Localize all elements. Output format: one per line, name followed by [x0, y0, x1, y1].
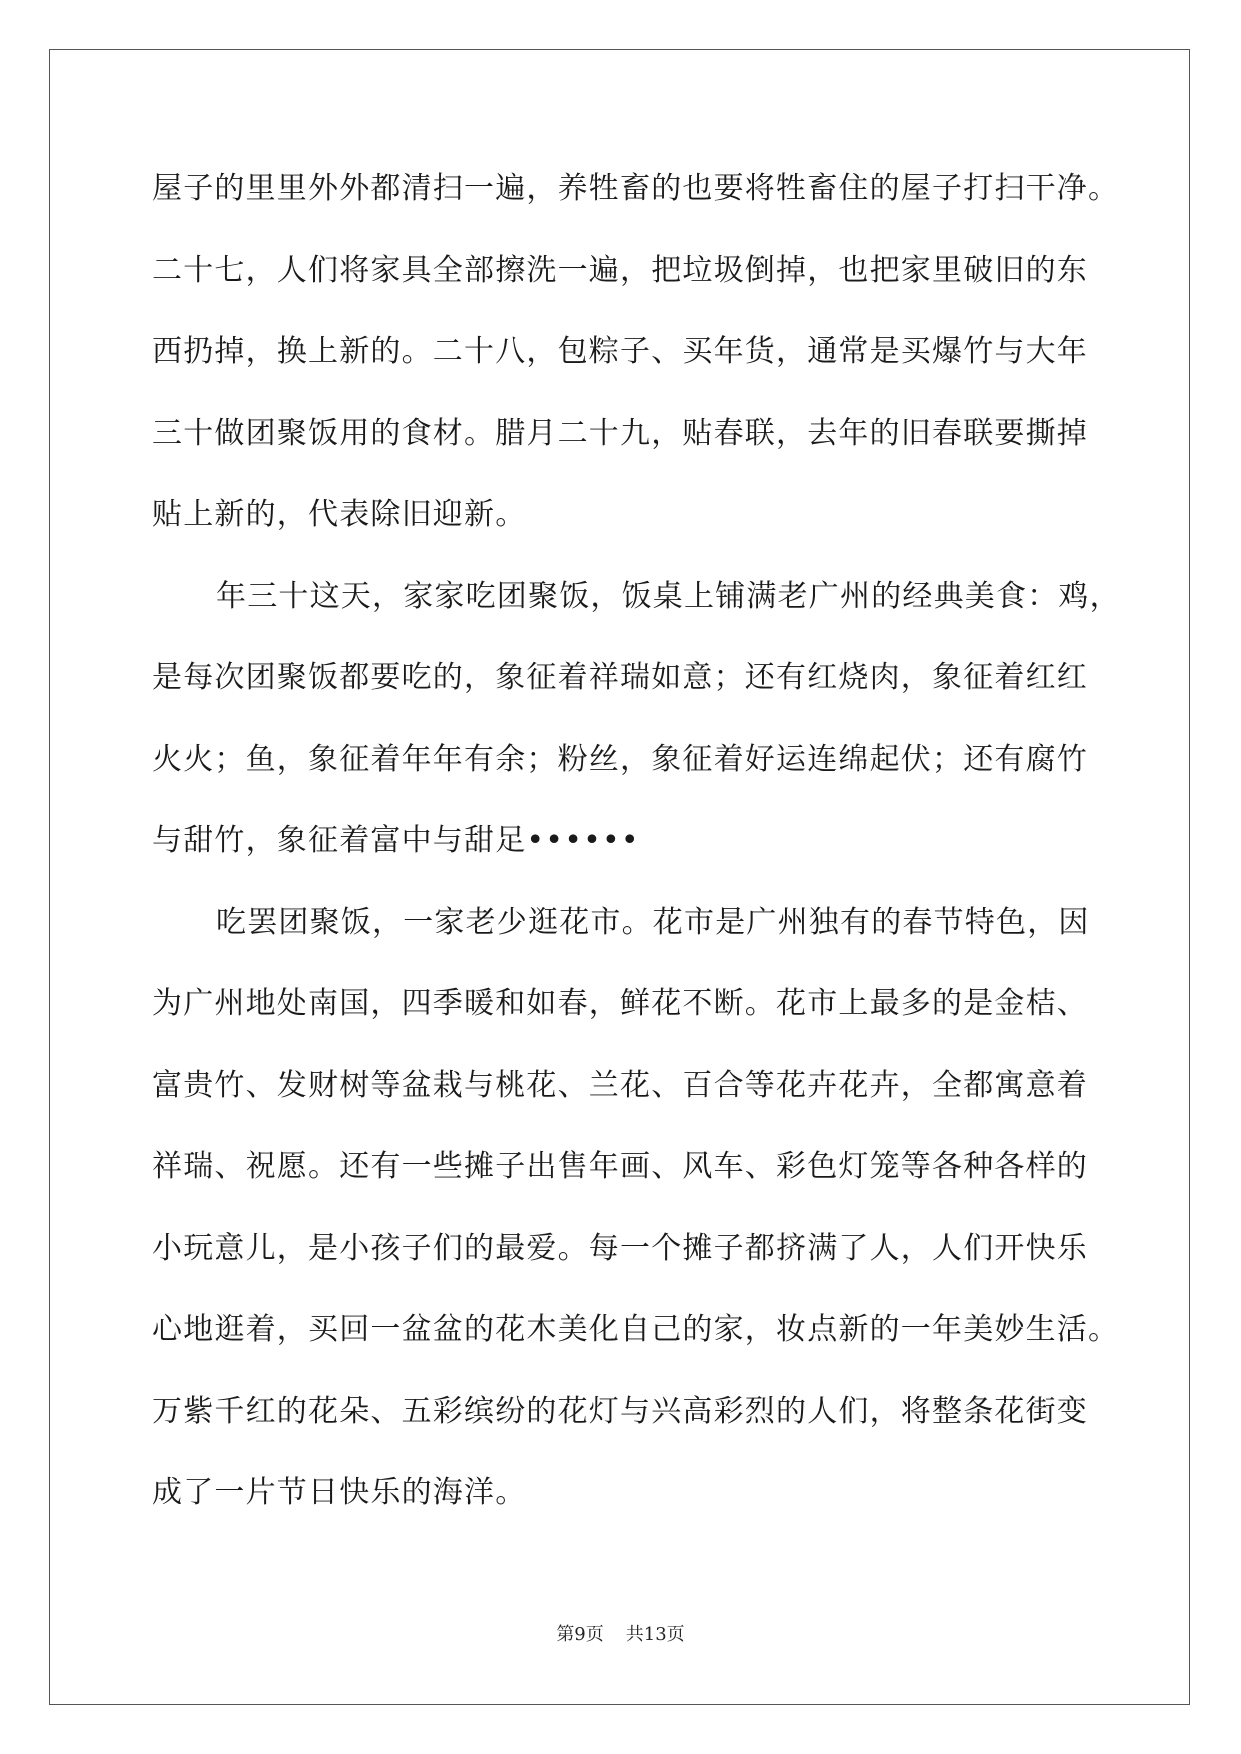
page-total: 共13页: [625, 1624, 685, 1645]
text-line: 贴上新的，代表除旧迎新。: [152, 497, 527, 532]
text-line-indented: [152, 882, 1092, 964]
document-body: [152, 148, 1121, 1534]
paragraph-1: [152, 148, 1120, 556]
text-line: 成了一片节日快乐的海洋。: [152, 1475, 527, 1510]
text-line: 二十七，人们将家具全部擦洗一遍，把垃圾倒掉，也把家里破旧的东: [152, 252, 1088, 288]
paragraph-2: [152, 556, 1121, 882]
text-line: 三十做团聚饭用的食材。腊月二十九，贴春联，去年的旧春联要撕掉: [152, 415, 1088, 451]
text-line: 富贵竹、发财树等盆栽与桃花、兰花、百合等花卉花卉，全都寓意着: [152, 1067, 1088, 1103]
text-line: 为广州地处南国，四季暖和如春，鲜花不断。花市上最多的是金桔、: [152, 986, 1088, 1021]
text-line: 火火；鱼，象征着年年有余；粉丝，象征着好运连绵起伏；还有腐竹: [152, 741, 1088, 777]
page-footer: [0, 1620, 1241, 1646]
text-line: 万紫千红的花朵、五彩缤纷的花灯与兴高彩烈的人们，将整条花街变: [152, 1393, 1088, 1429]
text-line: 小玩意儿，是小孩子们的最爱。每一个摊子都挤满了人，人们开快乐: [152, 1230, 1088, 1266]
text-line: 屋子的里里外外都清扫一遍，养牲畜的也要将牲畜住的屋子打扫干净。: [152, 171, 1120, 206]
text-line-content: 年三十这天，家家吃团聚饭，饭桌上铺满老广州的经典美食：鸡，: [216, 578, 1121, 614]
page-number: 第9页: [556, 1624, 604, 1645]
text-line: 是每次团聚饭都要吃的，象征着祥瑞如意；还有红烧肉，象征着红红: [152, 660, 1088, 695]
text-line: 西扔掉，换上新的。二十八，包粽子、买年货，通常是买爆竹与大年: [152, 334, 1088, 369]
text-line: 祥瑞、祝愿。还有一些摊子出售年画、风车、彩色灯笼等各种各样的: [152, 1149, 1088, 1184]
text-line: 心地逛着，买回一盆盆的花木美化自己的家，妆点新的一年美妙生活。: [152, 1312, 1120, 1347]
text-line: 与甜竹，象征着富中与甜足••••••: [152, 823, 640, 858]
text-line-indented: [152, 556, 1121, 638]
paragraph-3: [152, 882, 1120, 1534]
text-line-content: 吃罢团聚饭，一家老少逛花市。花市是广州独有的春节特色，因: [216, 904, 1090, 940]
